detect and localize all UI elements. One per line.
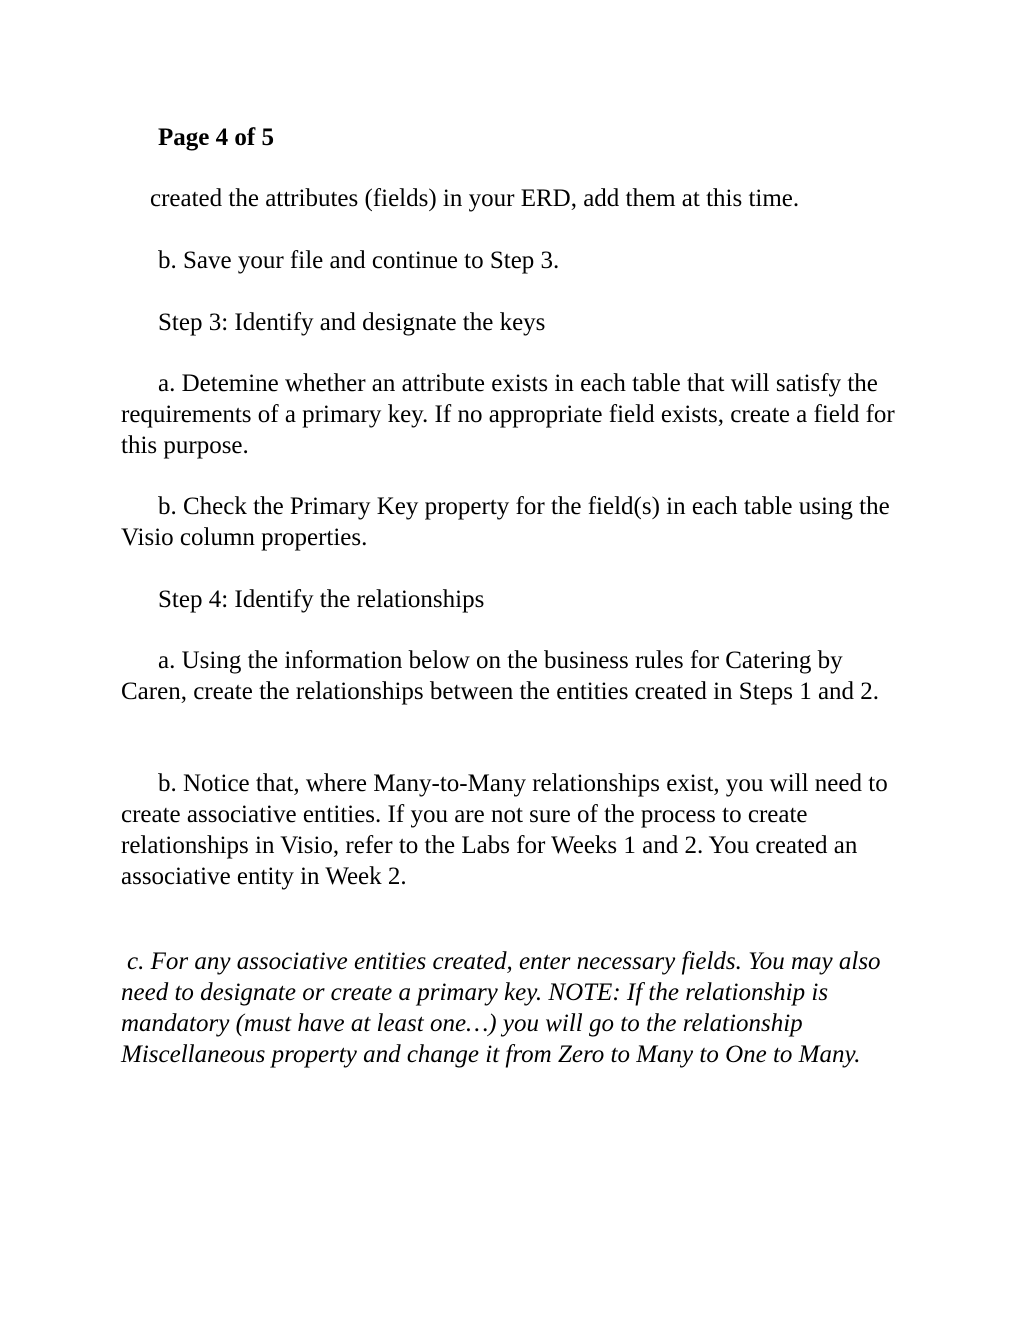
page-number: Page 4 of 5 bbox=[158, 124, 274, 151]
paragraph-step3-a: a. Detemine whether an attribute exists in each table that will satisfy the requirements of a primary key. If no appropriate field exists, create a field for this purpose. bbox=[121, 370, 895, 459]
paragraph-step4-c: c. For any associative entities created, enter necessary fields. You may also need to designate or create a primary key. NOTE: If the relationship is mandatory (must have at least one…) you will go to the relationship Miscellaneous property and change it from Zero to Many to One to Many. bbox=[121, 948, 881, 1068]
paragraph-step4-b: b. Notice that, where Many-to-Many relationships exist, you will need to create associative entities. If you are not sure of the process to create relationships in Visio, refer to the Labs for Weeks 1 and 2. You created an associative entity in Week 2. bbox=[121, 770, 888, 890]
paragraph-step2-b: b. Save your file and continue to Step 3. bbox=[158, 247, 560, 274]
paragraph-step3-b: b. Check the Primary Key property for the field(s) in each table using the Visio column properties. bbox=[121, 493, 890, 551]
heading-step4: Step 4: Identify the relationships bbox=[158, 586, 485, 613]
paragraph-step4-a: a. Using the information below on the business rules for Catering by Caren, create the relationships between the entities created in Steps 1 and 2. bbox=[121, 647, 880, 705]
heading-step3: Step 3: Identify and designate the keys bbox=[158, 309, 546, 336]
paragraph-continuation: created the attributes (fields) in your ERD, add them at this time. bbox=[150, 185, 800, 212]
